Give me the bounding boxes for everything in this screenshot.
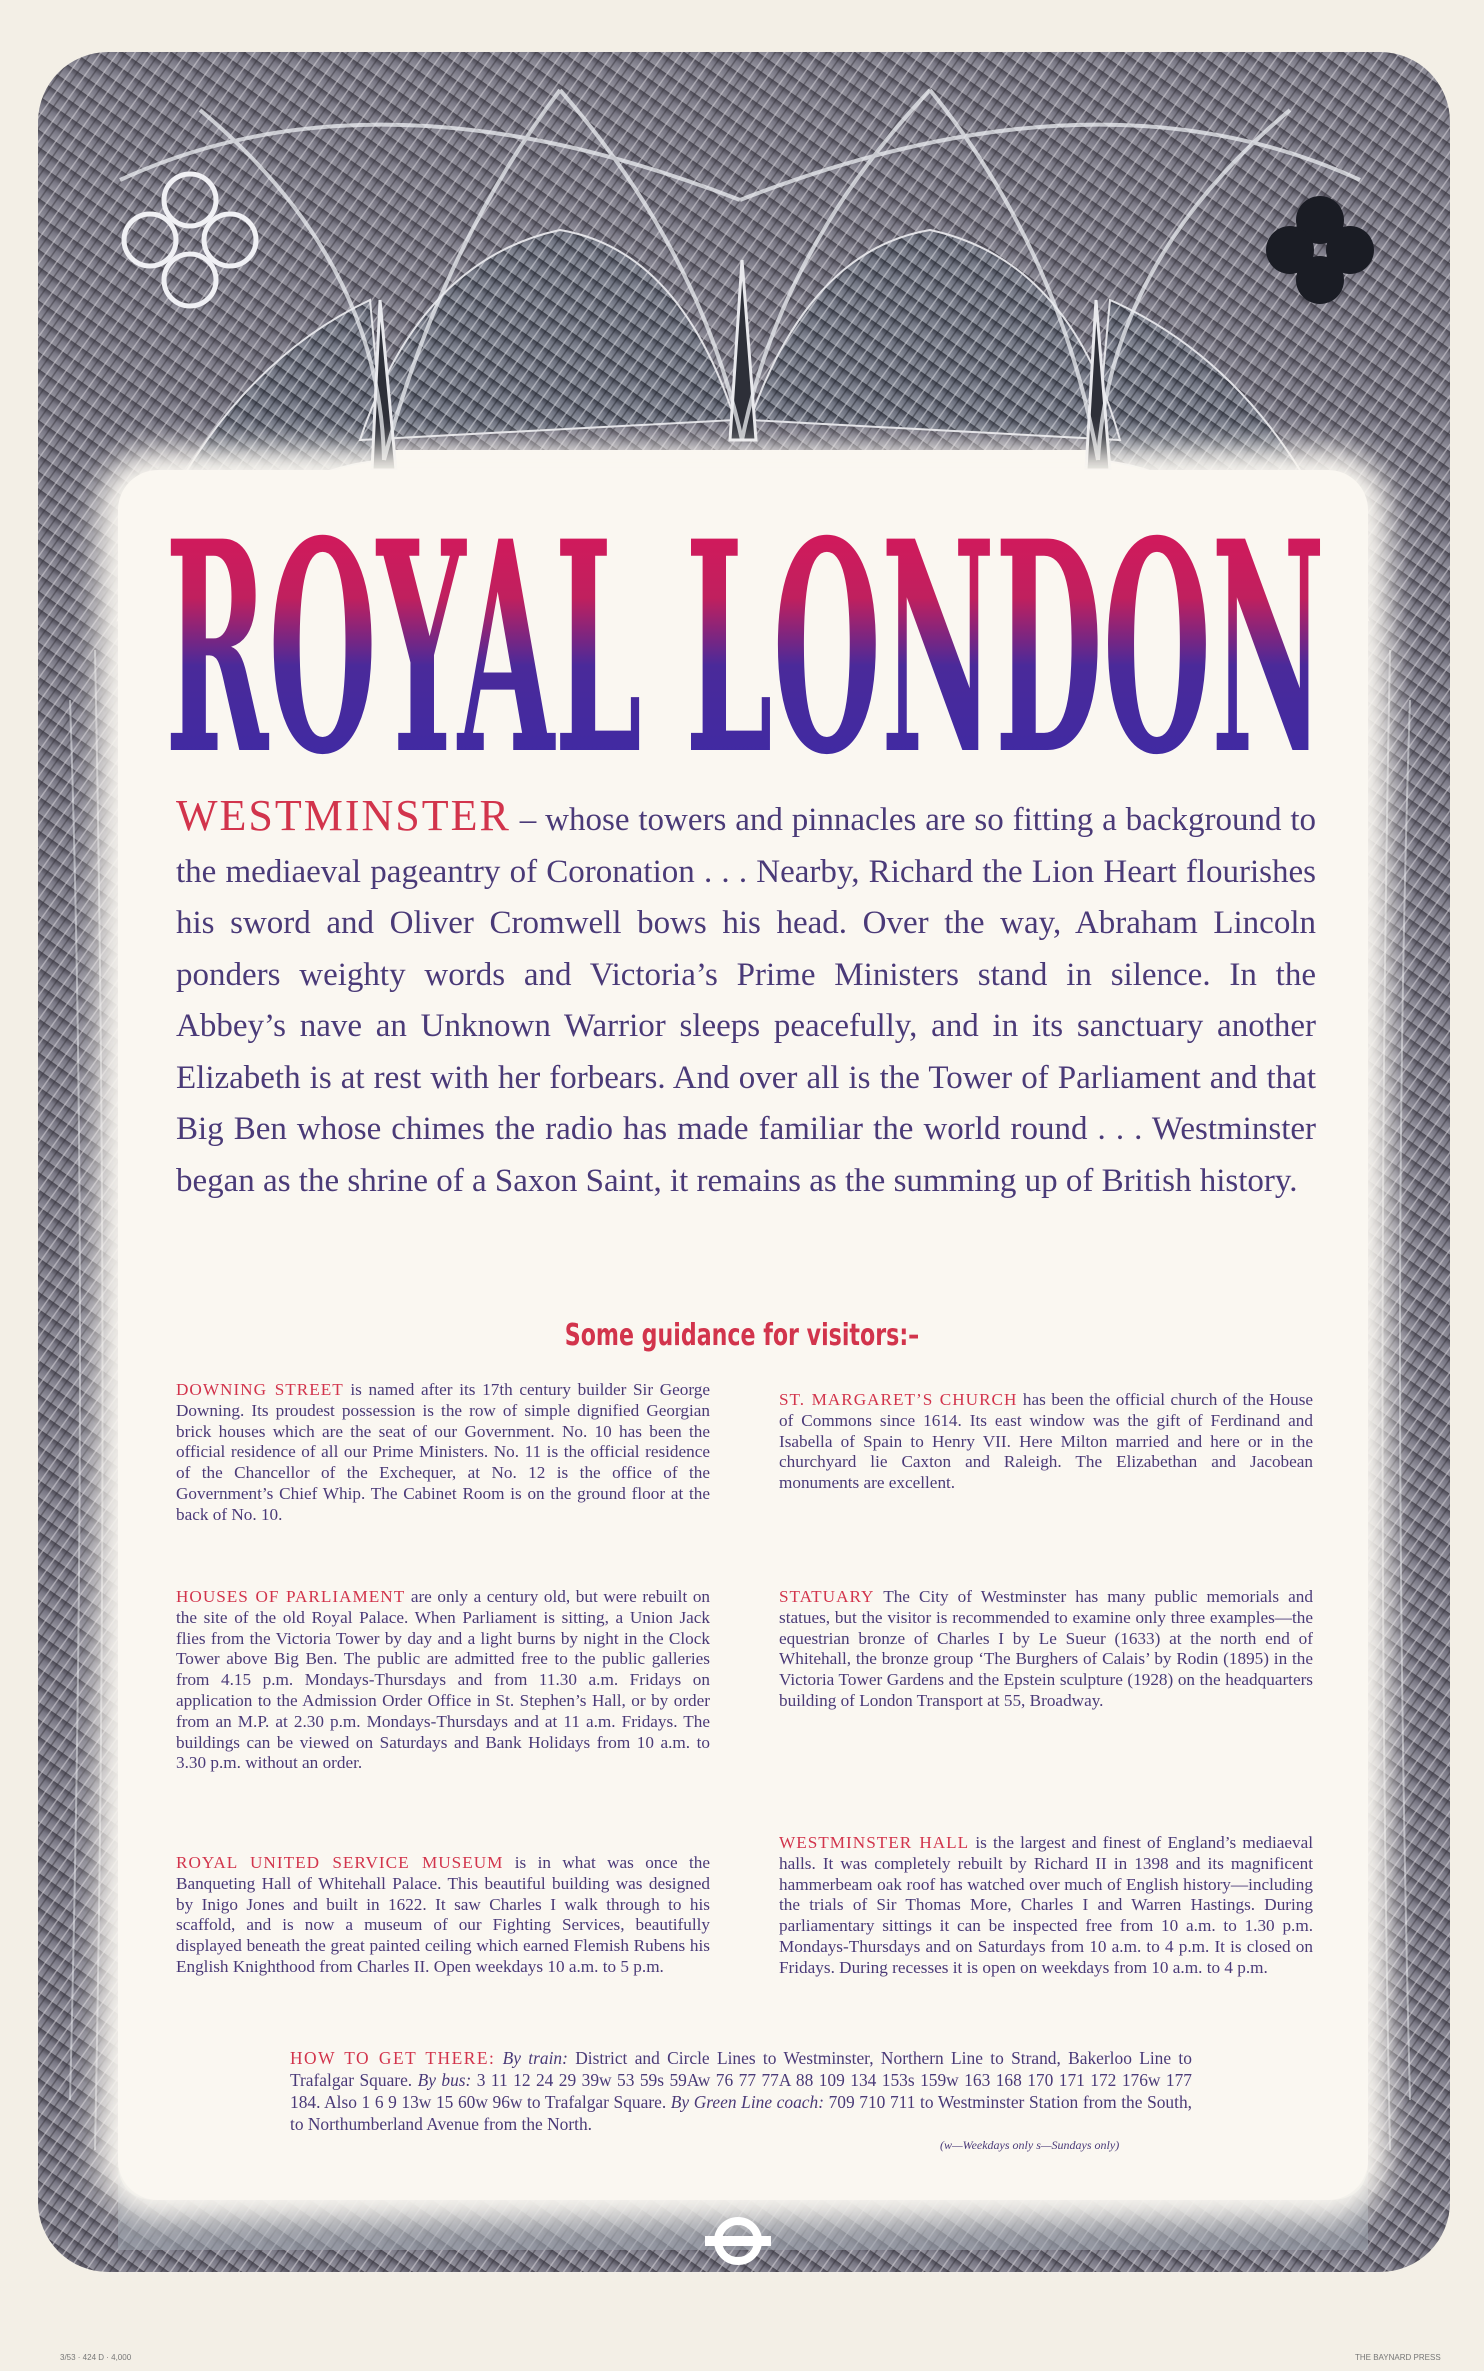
title-text: ROYAL LONDON (165, 479, 1325, 780)
train-text: District and Circle Lines to Westminster, Northern Line to Strand, Bakerloo Line to Trafalgar Square. (290, 2048, 1192, 2090)
intro-paragraph (176, 790, 1316, 1207)
section-royal-united-service-museum (176, 1853, 710, 1978)
section-houses-of-parliament (176, 1587, 710, 1774)
section-body: is named after its 17th century builder Sir George Downing. Its proudest possession is the row of simple dignified Georgian brick houses which are the seat of our Government. No. 10 has been the official residence of all our Prime Ministers. No. 11 is the official residence of the Chancellor of the Exchequer, at No. 12 is the office of the Government’s Chief Whip. The Cabinet Room is on the ground floor at the back of No. 10. (176, 1380, 710, 1524)
section-body: is the largest and finest of England’s mediaeval halls. It was completely rebuilt by Richard II in 1398 and its magnificent hammerbeam oak roof has watched over much of English history—including the trials of Sir Thomas More, Charles I and Warren Hastings. During parliamentary sittings it can be inspected free from 10 a.m. to 1.30 p.m. Mondays-Thursdays and on Saturdays from 10 a.m. to 4 p.m. It is closed on Fridays. During recesses it is open on weekdays from 10 a.m. to 4 p.m. (779, 1833, 1313, 1977)
section-body: are only a century old, but were rebuilt on the site of the old Royal Palace. When Parliament is sitting, a Union Jack flies from the Victoria Tower by day and a light burns by night in the Clock Tower above Big Ben. The public are admitted free to the public galleries from 4.15 p.m. Mondays-Thursdays and from 11.30 a.m. Fridays on application to the Admission Order Office in St. Stephen’s Hall, or by order from an M.P. at 2.30 p.m. Mondays-Thursdays and at 11 a.m. Fridays. The buildings can be viewed on Saturdays and Bank Holidays from 10 a.m. to 3.30 p.m. without an order. (176, 1587, 711, 1773)
intro-lead: WESTMINSTER (176, 791, 511, 840)
how-head: HOW TO GET THERE: (290, 2048, 496, 2068)
printer-credit: THE BAYNARD PRESS (1355, 2353, 1441, 2362)
section-head: WESTMINSTER HALL (779, 1833, 970, 1852)
london-transport-roundel-icon (703, 2211, 773, 2271)
section-head: ROYAL UNITED SERVICE MUSEUM (176, 1853, 504, 1872)
guidance-heading: Some guidance for visitors:– (564, 1318, 920, 1353)
bus-text: 3 11 12 24 29 39w 53 59s 59Aw 76 77 77A 88 109 134 153s 159w 163 168 170 171 172 176w 177 184. Also 1 6 9 13w 15 60w 96w to Trafalgar Square. (290, 2070, 1192, 2112)
section-head: HOUSES OF PARLIAMENT (176, 1587, 406, 1606)
bus-label: By bus: (417, 2070, 472, 2090)
section-head: DOWNING STREET (176, 1380, 344, 1399)
section-downing-street (176, 1380, 710, 1526)
section-statuary (779, 1587, 1313, 1712)
train-label: By train: (502, 2048, 568, 2068)
print-code: 3/53 · 424 D · 4,000 (60, 2353, 132, 2362)
how-to-get-there (290, 2047, 1192, 2135)
poster-title (150, 470, 1340, 780)
section-westminster-hall (779, 1833, 1313, 1979)
section-head: ST. MARGARET’S CHURCH (779, 1390, 1018, 1409)
intro-text: – whose towers and pinnacles are so fitting a background to the mediaeval pageantry of Coronation . . . Nearby, Richard the Lion Heart flourishes his sword and Oliver Cromwell bows his head. Over the way, Abraham Lincoln ponders weighty words and Victoria’s Prime Ministers stand in silence. In the Abbey’s nave an Unknown Warrior sleeps peacefully, and in its sanctuary another Elizabeth is at rest with her forbears. And over all is the Tower of Parliament and that Big Ben whose chimes the radio has made familiar the world round . . . Westminster began as the shrine of a Saxon Saint, it remains as the summing up of British history. (176, 802, 1316, 1199)
service-legend: (w—Weekdays only s—Sundays only) (940, 2138, 1120, 2152)
coach-text: 709 710 711 to Westminster Station from the South, to Northumberland Avenue from the North. (290, 2092, 1193, 2134)
section-body: has been the official church of the House of Commons since 1614. Its east window was the gift of Ferdinand and Isabella of Spain to Henry VII. Here Milton married and here or in the churchyard lie Caxton and Raleigh. The Elizabethan and Jacobean monuments are excellent. (779, 1390, 1314, 1493)
section-head: STATUARY (779, 1587, 875, 1606)
coach-label: By Green Line coach: (670, 2092, 824, 2112)
section-body: is in what was once the Banqueting Hall of Whitehall Palace. This beautiful building was designed by Inigo Jones and built in 1622. It saw Charles I walk through to his scaffold, and is now a museum of our Fighting Services, beautifully displayed beneath the great painted ceiling which earned Flemish Rubens his English Knighthood from Charles II. Open weekdays 10 a.m. to 5 p.m. (176, 1853, 711, 1976)
section-body: The City of Westminster has many public memorials and statues, but the visitor is recommended to examine only three examples—the equestrian bronze of Charles I by Le Sueur (1633) at the north end of Whitehall, the bronze group ‘The Burghers of Calais’ by Rodin (1895) in the Victoria Tower Gardens and the Epstein sculpture (1928) on the headquarters building of London Transport at 55, Broadway. (779, 1587, 1313, 1710)
section-st-margarets-church (779, 1390, 1313, 1494)
